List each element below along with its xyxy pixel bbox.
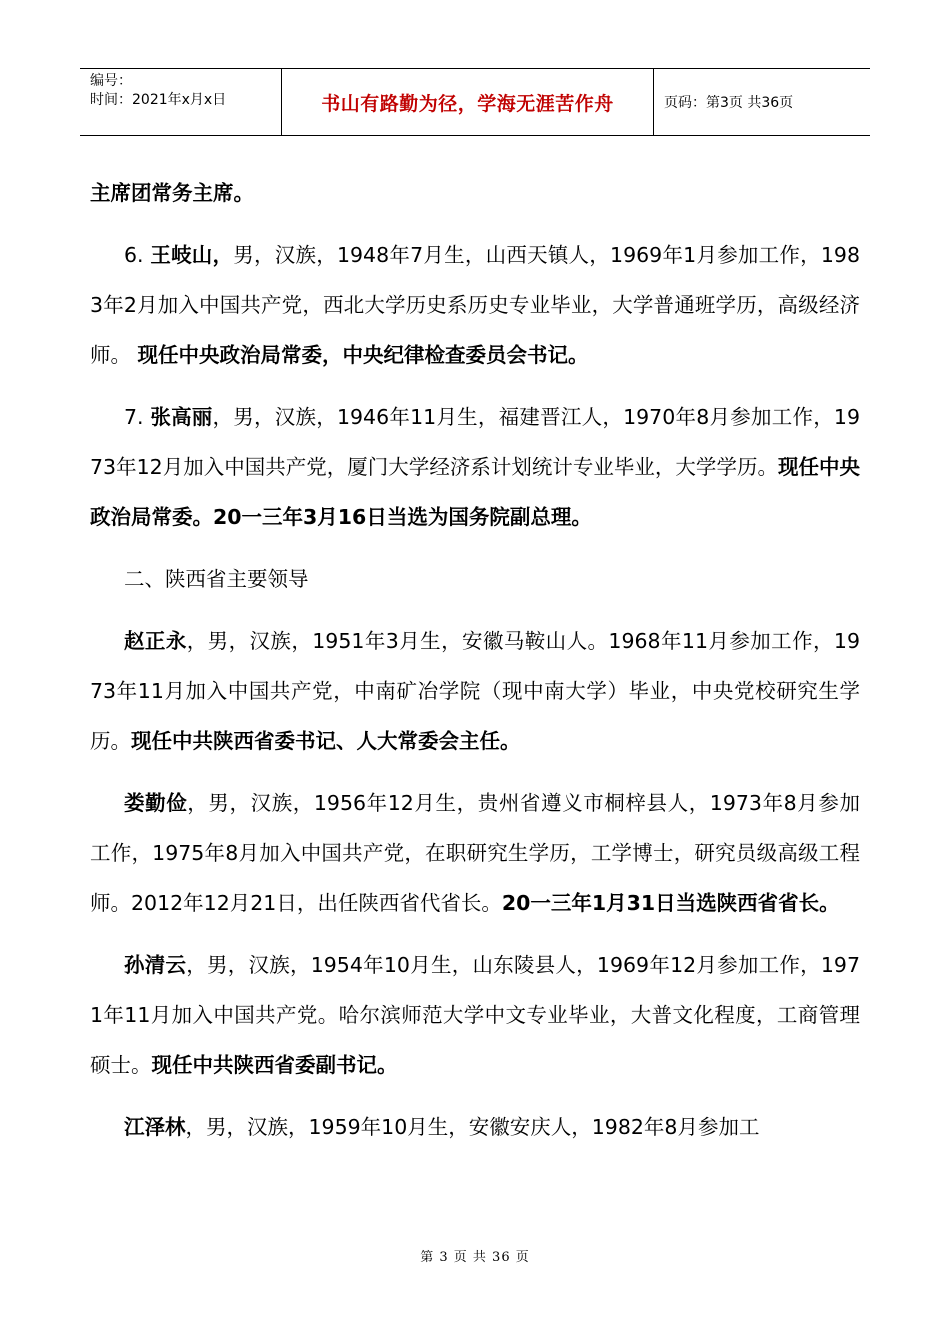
text-segment: ，男，汉族，1959年10月生，安徽安庆人，1982年8月参加工 <box>185 1115 760 1139</box>
bold-text-segment: 主席团常务主席。 <box>90 181 254 205</box>
header-page-cell <box>654 69 870 135</box>
paragraph <box>90 940 860 1090</box>
bold-text-segment: 现任中央政治局常委。20一三年3月16日当选为国务院副总理。 <box>90 455 861 529</box>
text-segment: ，男，汉族，1956年12月生，贵州省遵义市桐梓县人，1973年8月参加工作，1975年8月加入中国共产党，在职研究生学历，工学博士，研究员级高级工程师。2012年12月21日，出任陕西省代省长。 <box>90 791 861 915</box>
paragraph <box>90 392 860 542</box>
text-segment: 二、陕西省主要领导 <box>124 567 309 591</box>
header-meta-cell <box>80 69 282 135</box>
bold-text-segment: 王岐山， <box>150 243 234 267</box>
text-segment: 男，汉族，1948年7月生，山西天镇人，1969年1月参加工作，1983年2月加入中国共产党，西北大学历史系历史专业毕业，大学普通班学历，高级经济师。 <box>90 243 861 367</box>
page-footer: 第 3 页 共 36 页 <box>420 1250 530 1265</box>
text-segment: ，男，汉族，1951年3月生，安徽马鞍山人。1968年11月参加工作，1973年11月加入中国共产党，中南矿冶学院（现中南大学）毕业，中央党校研究生学历。 <box>90 629 861 753</box>
section-heading <box>90 554 860 604</box>
page-header <box>80 68 870 136</box>
document-body <box>90 168 860 1164</box>
text-segment: 7. <box>124 405 151 429</box>
time-label: 时间：2021年x月x日 <box>90 92 227 108</box>
bold-text-segment: 孙清云 <box>124 953 187 977</box>
text-segment: ，男，汉族，1946年11月生，福建晋江人，1970年8月参加工作，1973年12月加入中国共产党，厦门大学经济系计划统计专业毕业，大学学历。 <box>90 405 861 479</box>
header-motto-cell <box>282 69 654 135</box>
text-segment: ，男，汉族，1954年10月生，山东陵县人，1969年12月参加工作，1971年11月加入中国共产党。哈尔滨师范大学中文专业毕业，大普文化程度，工商管理硕士。 <box>90 953 861 1077</box>
bold-text-segment: 现任中央政治局常委，中央纪律检查委员会书记。 <box>137 343 589 367</box>
page-info: 页码：第3页 共36页 <box>664 95 794 111</box>
bold-text-segment: 现任中共陕西省委副书记。 <box>151 1053 398 1077</box>
number-label: 编号： <box>90 73 132 89</box>
bold-text-segment: 赵正永 <box>124 629 187 653</box>
paragraph <box>90 778 860 928</box>
paragraph <box>90 616 860 766</box>
bold-text-segment: 娄勤俭 <box>124 791 188 815</box>
paragraph <box>90 1102 860 1152</box>
bold-text-segment: 现任中共陕西省委书记、人大常委会主任。 <box>131 729 521 753</box>
bold-text-segment: 20一三年1月31日当选陕西省省长。 <box>501 891 840 915</box>
paragraph <box>90 168 860 218</box>
text-segment: 6. <box>124 243 151 267</box>
bold-text-segment: 江泽林 <box>124 1115 186 1139</box>
paragraph <box>90 230 860 380</box>
bold-text-segment: 张高丽 <box>150 405 213 429</box>
motto-text: 书山有路勤为径，学海无涯苦作舟 <box>321 92 614 115</box>
